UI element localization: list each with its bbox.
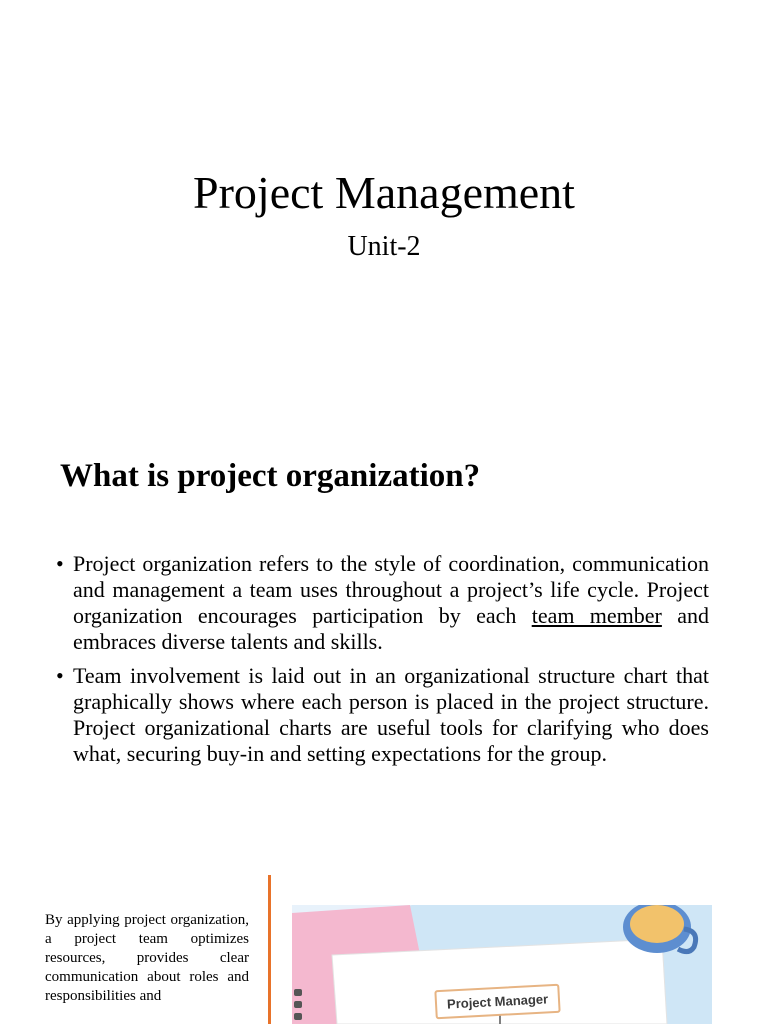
accent-divider [268, 875, 271, 1024]
presentation-subtitle: Unit-2 [347, 231, 421, 262]
title-slide [0, 0, 768, 420]
bullet-list [56, 551, 709, 775]
content-slide [0, 420, 768, 875]
project-manager-box: Project Manager [434, 984, 561, 1020]
illustration-slide [0, 875, 768, 1024]
paperclips-icon [294, 989, 302, 1020]
presentation-title: Project Management [193, 167, 575, 218]
bullet-text: Team involvement is laid out in an organizational structure chart that graphically shows where each person is placed in the project structure. Project organizational charts are useful tools for clarifying who does what, securing buy-in and setting expectations for the group. [73, 663, 709, 766]
org-chart-illustration [292, 905, 712, 1024]
bullet-item [56, 551, 709, 655]
team-member-link[interactable]: team member [531, 603, 662, 628]
slide-heading: What is project organization? [60, 458, 481, 494]
bullet-item [56, 663, 709, 767]
bullet-text: Project organization refers to the style of coordination, communication and management a team uses throughout a project’s life cycle. Project organization encourages participation by each [73, 551, 709, 628]
bullet-text: and embraces diverse talents and skills. [73, 603, 709, 654]
slide-body-text: By applying project organization, a project team optimizes resources, provides clear communication about roles and responsibilities and [45, 912, 249, 1004]
